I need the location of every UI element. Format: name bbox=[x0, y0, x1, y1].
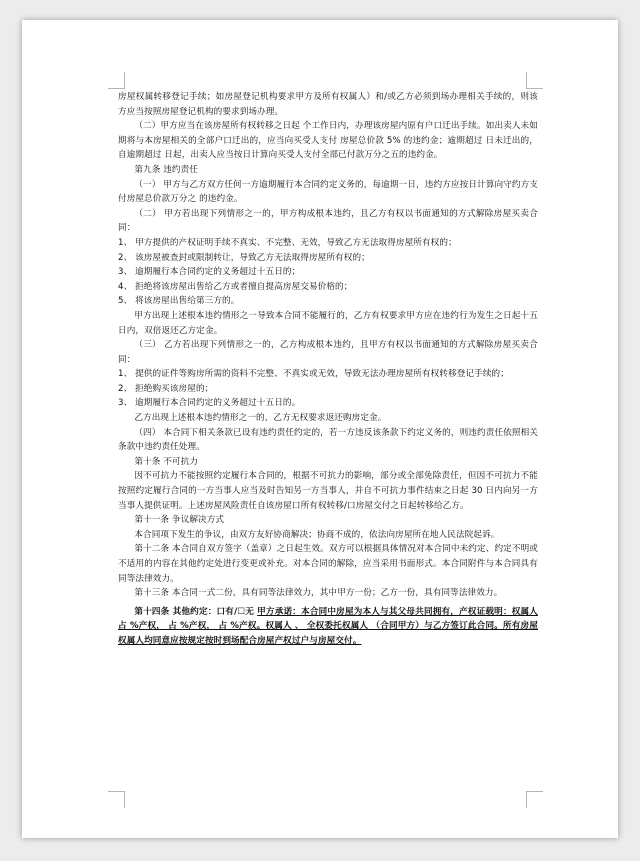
crop-mark-bottom-right bbox=[526, 791, 543, 808]
paragraph: 因不可抗力不能按照约定履行本合同的，根据不可抗力的影响，部分或全部免除责任，但因不可抗力不能按照约定履行合同的一方当事人应当及时告知另一方当事人，并自不可抗力事件结束之日起 30 日内向另一方当事人提供证明。上述房屋风险责任自该房屋口所有权转移/口房屋交付之日起转移给乙方。 bbox=[118, 471, 538, 511]
paragraph: （一） 甲方与乙方双方任何一方逾期履行本合同约定义务的，每逾期一日，违约方应按日计算向守约方支付房屋总价款万分之 的违约金。 bbox=[118, 179, 538, 205]
crop-mark-top-left bbox=[108, 72, 125, 89]
section-heading: 第十一条 争议解决方式 bbox=[134, 515, 225, 526]
article-14 bbox=[118, 605, 538, 649]
list-item: 5、 将该房屋出售给第三方的。 bbox=[118, 296, 240, 307]
list-item: 4、 拒绝将该房屋出售给乙方或者擅自提高房屋交易价格的； bbox=[118, 281, 353, 292]
paragraph: 乙方出现上述根本违约情形之一的，乙方无权要求返还购房定金。 bbox=[134, 413, 387, 424]
paragraph: （二） 甲方若出现下列情形之一的，甲方构成根本违约，且乙方有权以书面通知的方式解除房屋买卖合同： bbox=[118, 208, 538, 234]
section-heading: 第九条 违约责任 bbox=[134, 164, 199, 175]
list-item: 1、 提供的证件等购房所需的资料不完整、不真实或无效，导致无法办理房屋所有权转移登记手续的； bbox=[118, 369, 509, 380]
list-item: 2、 该房屋被查封或限制转让，导致乙方无法取得房屋所有权的； bbox=[118, 252, 370, 263]
article-14-lead: 第十四条 其他约定：口有/☐无 bbox=[134, 606, 258, 617]
paragraph: （二）甲方应当在该房屋所有权转移之日起 个工作日内，办理该房屋内原有户口迁出手续。如出卖人未如期将与本房屋相关的全部户口迁出的，应当向买受人支付 房屋总价款 5% 的违约金；逾期超过 日未迁出的，自逾期超过 日起，出卖人应当按日计算向买受人支付全部已付款万分之五的违约金。 bbox=[118, 121, 538, 161]
paragraph: 甲方出现上述根本违约情形之一导致本合同不能履行的，乙方有权要求甲方应在违约行为发生之日起十五日内，双倍返还乙方定金。 bbox=[118, 310, 538, 336]
crop-mark-bottom-left bbox=[108, 791, 125, 808]
contract-body bbox=[118, 90, 538, 649]
list-item: 2、 拒绝购买该房屋的； bbox=[118, 383, 214, 394]
paragraph: 第十三条 本合同一式二份，具有同等法律效力，其中甲方一份；乙方一份，具有同等法律效力。 bbox=[134, 588, 503, 599]
list-item: 1、 甲方提供的产权证明手续不真实、不完整、无效，导致乙方无法取得房屋所有权的； bbox=[118, 237, 457, 248]
paragraph: 第十二条 本合同自双方签字（盖章）之日起生效。双方可以根据具体情况对本合同中未约定、约定不明或不适用的内容在其他约定处进行变更或补充。对本合同的解除，应当采用书面形式。本合同附件与本合同具有同等法律效力。 bbox=[118, 544, 538, 584]
paragraph: （三） 乙方若出现下列情形之一的，乙方构成根本违约，且甲方有权以书面通知的方式解除房屋买卖合同： bbox=[118, 340, 538, 365]
list-item: 3、 逾期履行本合同约定的义务超过十五日的。 bbox=[118, 398, 301, 409]
article-14-body: 甲方承诺：本合同中房屋为本人与其父母共同拥有，产权证载明：权属人 占 %产权， 占 %产权， 占 %产权。权属人 、 全权委托权属人 （合同甲方）与乙方签订此合同。所有房屋权属人均同意应按规定按时到场配合房屋产权过户与房屋交付。 bbox=[118, 606, 538, 646]
list-item: 3、 逾期履行本合同约定的义务超过十五日的； bbox=[118, 267, 301, 278]
paragraph: （四） 本合同下相关条款已设有违约责任约定的，若一方违反该条款下约定义务的，则违约责任依照相关条款中违约责任处理。 bbox=[118, 427, 538, 453]
section-heading: 第十条 不可抗力 bbox=[134, 456, 199, 467]
crop-mark-top-right bbox=[526, 72, 543, 89]
paragraph: 本合同项下发生的争议，由双方友好协商解决；协商不成的，依法向房屋所在地人民法院起诉。 bbox=[134, 529, 500, 540]
paragraph: 房屋权属转移登记手续；如房屋登记机构要求甲方及所有权属人）和/或乙方必须到场办理相关手续的，则该方应当按照房屋登记机构的要求到场办理。 bbox=[118, 92, 538, 117]
